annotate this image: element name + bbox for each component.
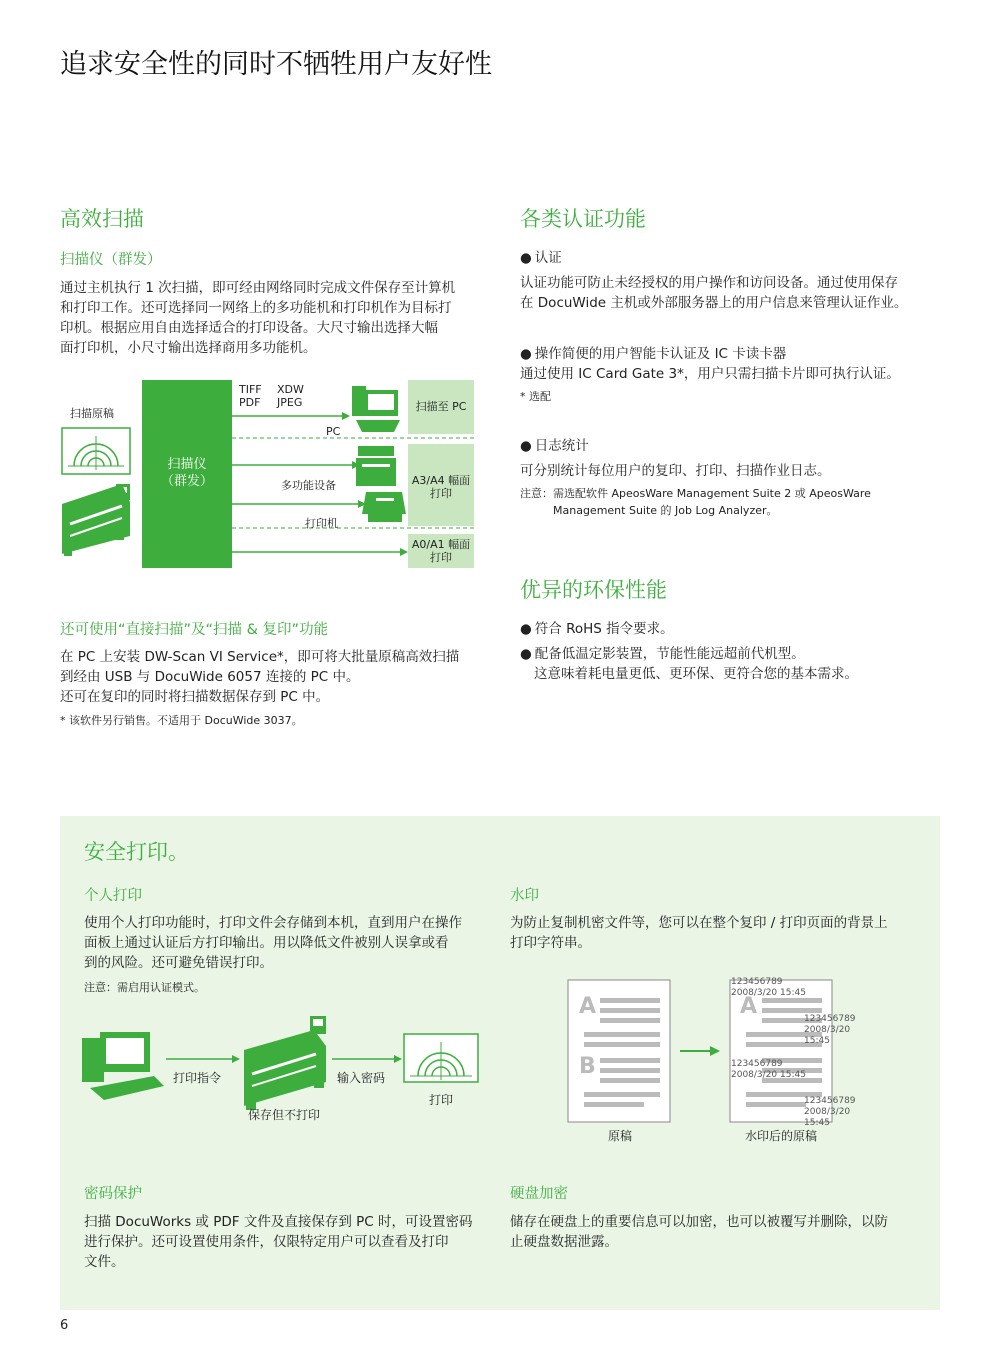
stamp-4: 123456789 2008/3/20 15:45 — [804, 1096, 856, 1128]
eco-item2-cont: 这意味着耗电量更低、更环保、更符合您的基本需求。 — [534, 666, 858, 682]
mfp-icon — [356, 446, 396, 486]
wm-doc-letter-a: A — [740, 994, 758, 1019]
password-title: 密码保护 — [84, 1186, 142, 1202]
doc-letter-b: B — [579, 1054, 596, 1079]
eco-section-title: 优异的环保性能 — [520, 578, 667, 602]
scan-subtitle: 扫描仪（群发） — [60, 252, 162, 268]
printer-label: 打印机 — [305, 517, 338, 530]
printed-output-icon — [404, 1034, 478, 1082]
formats-col1: TIFF PDF — [239, 383, 262, 409]
auth-section-title: 各类认证功能 — [520, 207, 646, 231]
scan-section-title: 高效扫描 — [60, 207, 144, 231]
doc-letter-a: A — [579, 994, 597, 1019]
pc-icon — [82, 1032, 164, 1100]
direct-scan-body: 在 PC 上安装 DW-Scan VI Service*，即可将大批量原稿高效扫描 到经由 USB 与 DocuWide 6057 连接的 PC 中。 还可在复印的同时将扫描数据保存到 PC 中。 — [60, 649, 460, 705]
flow-enter-pw: 输入密码 — [337, 1071, 386, 1085]
personal-print-note: 注意：需启用认证模式。 — [84, 981, 205, 994]
pc-icon — [352, 386, 400, 432]
auth-item2-note: * 选配 — [520, 390, 551, 403]
scan-to-pc-label: 扫描至 PC — [415, 400, 467, 413]
pc-label: PC — [326, 425, 341, 438]
secure-section-title: 安全打印。 — [84, 840, 189, 864]
auth-item2-title: ● 操作简便的用户智能卡认证及 IC 卡读卡器 — [520, 344, 786, 364]
original-label: 扫描原稿 — [70, 407, 114, 420]
hdd-title: 硬盘加密 — [510, 1186, 568, 1202]
direct-scan-note: * 该软件另行销售。不适用于 DocuWide 3037。 — [60, 714, 303, 727]
watermark-body: 为防止复制机密文件等，您可以在整个复印 / 打印页面的背景上 打印字符串。 — [510, 915, 888, 951]
printer-icon — [362, 492, 406, 522]
personal-print-title: 个人打印 — [84, 888, 142, 904]
auth-item1-body: 认证功能可防止未经授权的用户操作和访问设备。通过使用保存 在 DocuWide 主机或外部服务器上的用户信息来管理认证作业。 — [520, 275, 908, 311]
scanner-label: 扫描仪 （群发） — [160, 457, 213, 489]
page-title: 追求安全性的同时不牺牲用户友好性 — [60, 49, 492, 80]
auth-item3-note: 注意：需选配软件 ApeosWare Management Suite 2 或 ApeosWare Management Suite 的 Job Log Analyzer。 — [520, 487, 871, 517]
direct-scan-title: 还可使用“直接扫描”及“扫描 & 复印”功能 — [60, 622, 329, 638]
watermark-title: 水印 — [510, 888, 539, 904]
wide-format-printer-icon — [62, 484, 130, 556]
original-doc-label: 原稿 — [608, 1129, 633, 1143]
auth-item1-title: ● 认证 — [520, 248, 562, 268]
password-body: 扫描 DocuWorks 或 PDF 文件及直接保存到 PC 时，可设置密码 进行保护。还可设置使用条件，仅限特定用户可以查看及打印 文件。 — [84, 1214, 473, 1270]
auth-item3-body: 可分别统计每位用户的复印、打印、扫描作业日志。 — [520, 463, 831, 479]
scan-body: 通过主机执行 1 次扫描，即可经由网络同时完成文件保存至计算机 和打印工作。还可选择同一网络上的多功能机和打印机作为目标打 印机。根据应用自由选择适合的打印设备。大尺寸输出选择大幅 面打印机，小尺寸输出选择商用多功能机。 — [60, 280, 456, 356]
personal-print-body: 使用个人打印功能时，打印文件会存储到本机，直到用户在操作 面板上通过认证后方打印输出。用以降低文件被别人误拿或看 到的风险。还可避免错误打印。 — [84, 915, 462, 971]
a0-a1-label: A0/A1 幅面 打印 — [411, 538, 471, 564]
stamp-3: 123456789 2008/3/20 15:45 — [731, 1059, 806, 1080]
page-number: 6 — [60, 1318, 69, 1333]
watermarked-doc-label: 水印后的原稿 — [745, 1129, 818, 1143]
stamp-1: 123456789 2008/3/20 15:45 — [731, 977, 806, 998]
stamp-2: 123456789 2008/3/20 15:45 — [804, 1014, 856, 1046]
formats-col2: XDW JPEG — [277, 383, 304, 409]
auth-item3-title: ● 日志统计 — [520, 436, 589, 456]
flow-print-cmd: 打印指令 — [173, 1071, 222, 1085]
mfp-label: 多功能设备 — [281, 479, 336, 492]
auth-item2-body: 通过使用 IC Card Gate 3*，用户只需扫描卡片即可执行认证。 — [520, 366, 900, 382]
a3-a4-label: A3/A4 幅面 打印 — [411, 474, 471, 500]
flow-store: 保存但不打印 — [248, 1108, 321, 1122]
watermark-stamps — [731, 977, 856, 1128]
hdd-body: 储存在硬盘上的重要信息可以加密，也可以被覆写并删除，以防 止硬盘数据泄露。 — [510, 1214, 888, 1250]
flow-print: 打印 — [429, 1093, 454, 1107]
eco-item2: ● 配备低温定影装置，节能性能远超前代机型。 — [520, 644, 805, 664]
wide-format-printer-icon — [244, 1016, 326, 1110]
eco-item1: ● 符合 RoHS 指令要求。 — [520, 619, 674, 639]
